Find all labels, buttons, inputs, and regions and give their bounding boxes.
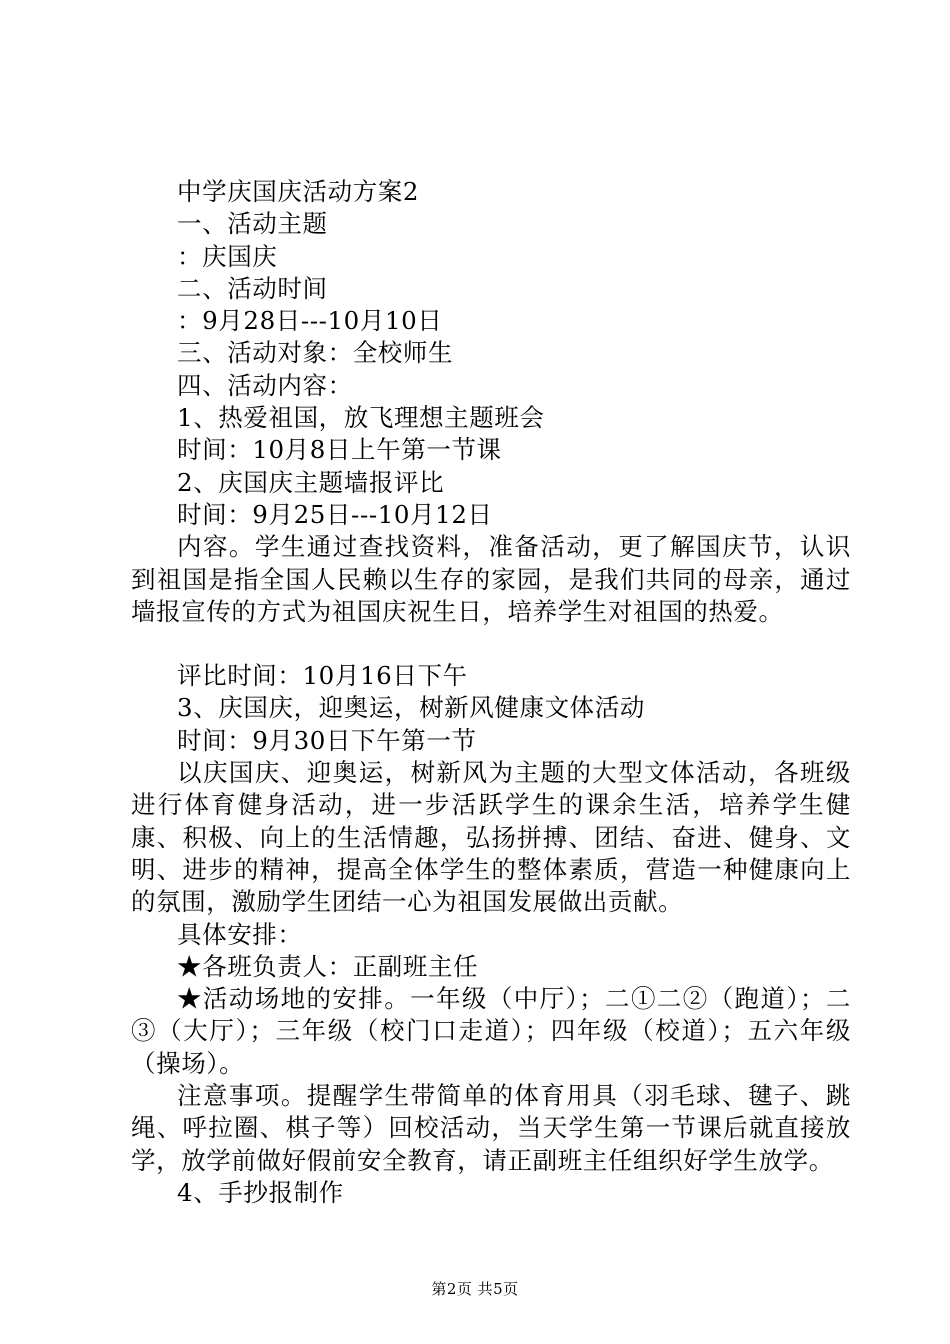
item-3-description: 以庆国庆、迎奥运，树新风为主题的大型文体活动，各班级进行体育健身活动，进一步活跃学生的课余生活，培养学生健康、积极、向上的生活情趣，弘扬拼搏、团结、奋进、健身、文明、进步的精神，提高全体学生的整体素质，营造一种健康向上的氛围，激励学生团结一心为祖国发展做出贡献。 — [131, 758, 851, 917]
item-1-time: 时间：10月8日上午第一节课 — [177, 435, 502, 465]
item-4-heading: 4、手抄报制作 — [177, 1177, 344, 1207]
item-2-heading: 2、庆国庆主题墙报评比 — [177, 467, 445, 497]
section-heading-content: 四、活动内容： — [177, 370, 353, 400]
item-2-description: 内容。学生通过查找资料，准备活动，更了解国庆节，认识到祖国是指全国人民赖以生存的家园，是我们共同的母亲，通过墙报宣传的方式为祖国庆祝生日，培养学生对祖国的热爱。 — [131, 532, 851, 626]
arrangement-venues: ★活动场地的安排。一年级（中厅）；二①二②（跑道）；二③（大厅）；三年级（校门口走道）；四年级（校道）；五六年级（操场）。 — [131, 984, 851, 1078]
document-body — [131, 176, 851, 1209]
arrangement-label: 具体安排： — [177, 919, 303, 949]
item-2-time: 时间：9月25日---10月12日 — [177, 499, 493, 529]
section-heading-theme: 一、活动主题 — [177, 209, 328, 239]
document-title: 中学庆国庆活动方案2 — [177, 177, 420, 206]
notes-paragraph: 注意事项。提醒学生带简单的体育用具（羽毛球、毽子、跳绳、呼拉圈、棋子等）回校活动，当天学生第一节课后就直接放学，放学前做好假前安全教育，请正副班主任组织好学生放学。 — [131, 1081, 851, 1175]
section-heading-time: 二、活动时间 — [177, 273, 328, 303]
page-number-footer: 第2页 共5页 — [431, 1280, 519, 1298]
item-3-heading: 3、庆国庆，迎奥运，树新风健康文体活动 — [177, 693, 645, 723]
item-2-judging-time: 评比时间：10月16日下午 — [177, 661, 468, 691]
blank-line — [131, 628, 851, 660]
arrangement-leaders: ★各班负责人：正副班主任 — [177, 951, 479, 981]
time-value: ：9月28日---10月10日 — [177, 306, 443, 336]
section-heading-audience: 三、活动对象：全校师生 — [177, 338, 454, 368]
theme-value: ：庆国庆 — [177, 241, 278, 271]
item-1-heading: 1、热爱祖国，放飞理想主题班会 — [177, 403, 545, 433]
item-3-time: 时间：9月30日下午第一节 — [177, 725, 477, 755]
